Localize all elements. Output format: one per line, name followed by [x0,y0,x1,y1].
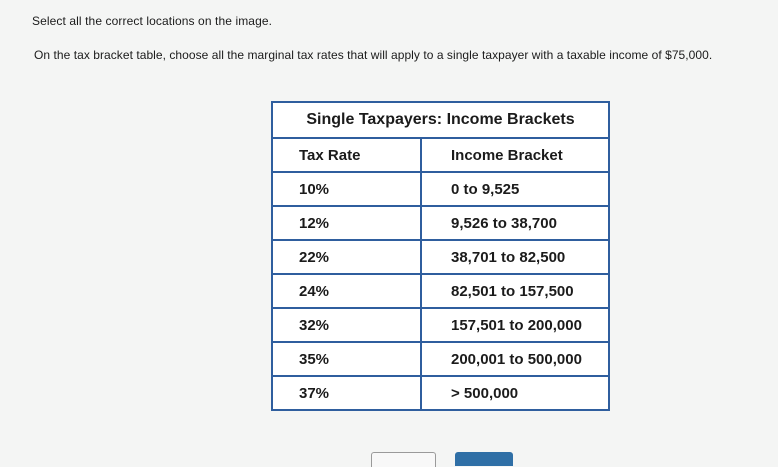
table-title: Single Taxpayers: Income Brackets [272,102,609,138]
tax-bracket-table[interactable] [271,101,610,411]
income-bracket-cell[interactable]: 157,501 to 200,000 [421,308,609,342]
table-row[interactable] [272,376,609,410]
income-bracket-cell[interactable]: 82,501 to 157,500 [421,274,609,308]
table-row[interactable] [272,342,609,376]
income-bracket-cell[interactable]: > 500,000 [421,376,609,410]
header-income-bracket: Income Bracket [421,138,609,172]
table-row[interactable] [272,206,609,240]
table-header-row [272,138,609,172]
tax-rate-cell[interactable]: 22% [272,240,421,274]
income-bracket-cell[interactable]: 200,001 to 500,000 [421,342,609,376]
tax-rate-cell[interactable]: 12% [272,206,421,240]
primary-button[interactable] [455,452,513,466]
income-bracket-cell[interactable]: 0 to 9,525 [421,172,609,206]
income-bracket-cell[interactable]: 9,526 to 38,700 [421,206,609,240]
tax-rate-cell[interactable]: 10% [272,172,421,206]
table-row[interactable] [272,274,609,308]
tax-rate-cell[interactable]: 35% [272,342,421,376]
tax-rate-cell[interactable]: 37% [272,376,421,410]
income-bracket-cell[interactable]: 38,701 to 82,500 [421,240,609,274]
table-title-row [272,102,609,138]
tax-rate-cell[interactable]: 24% [272,274,421,308]
tax-rate-cell[interactable]: 32% [272,308,421,342]
instruction-text: Select all the correct locations on the image. [32,14,273,28]
header-tax-rate: Tax Rate [272,138,421,172]
table-row[interactable] [272,308,609,342]
table-row[interactable] [272,240,609,274]
question-text: On the tax bracket table, choose all the marginal tax rates that will apply to a single taxpayer with a taxable income of $75,000. [34,48,713,62]
table-row[interactable] [272,172,609,206]
